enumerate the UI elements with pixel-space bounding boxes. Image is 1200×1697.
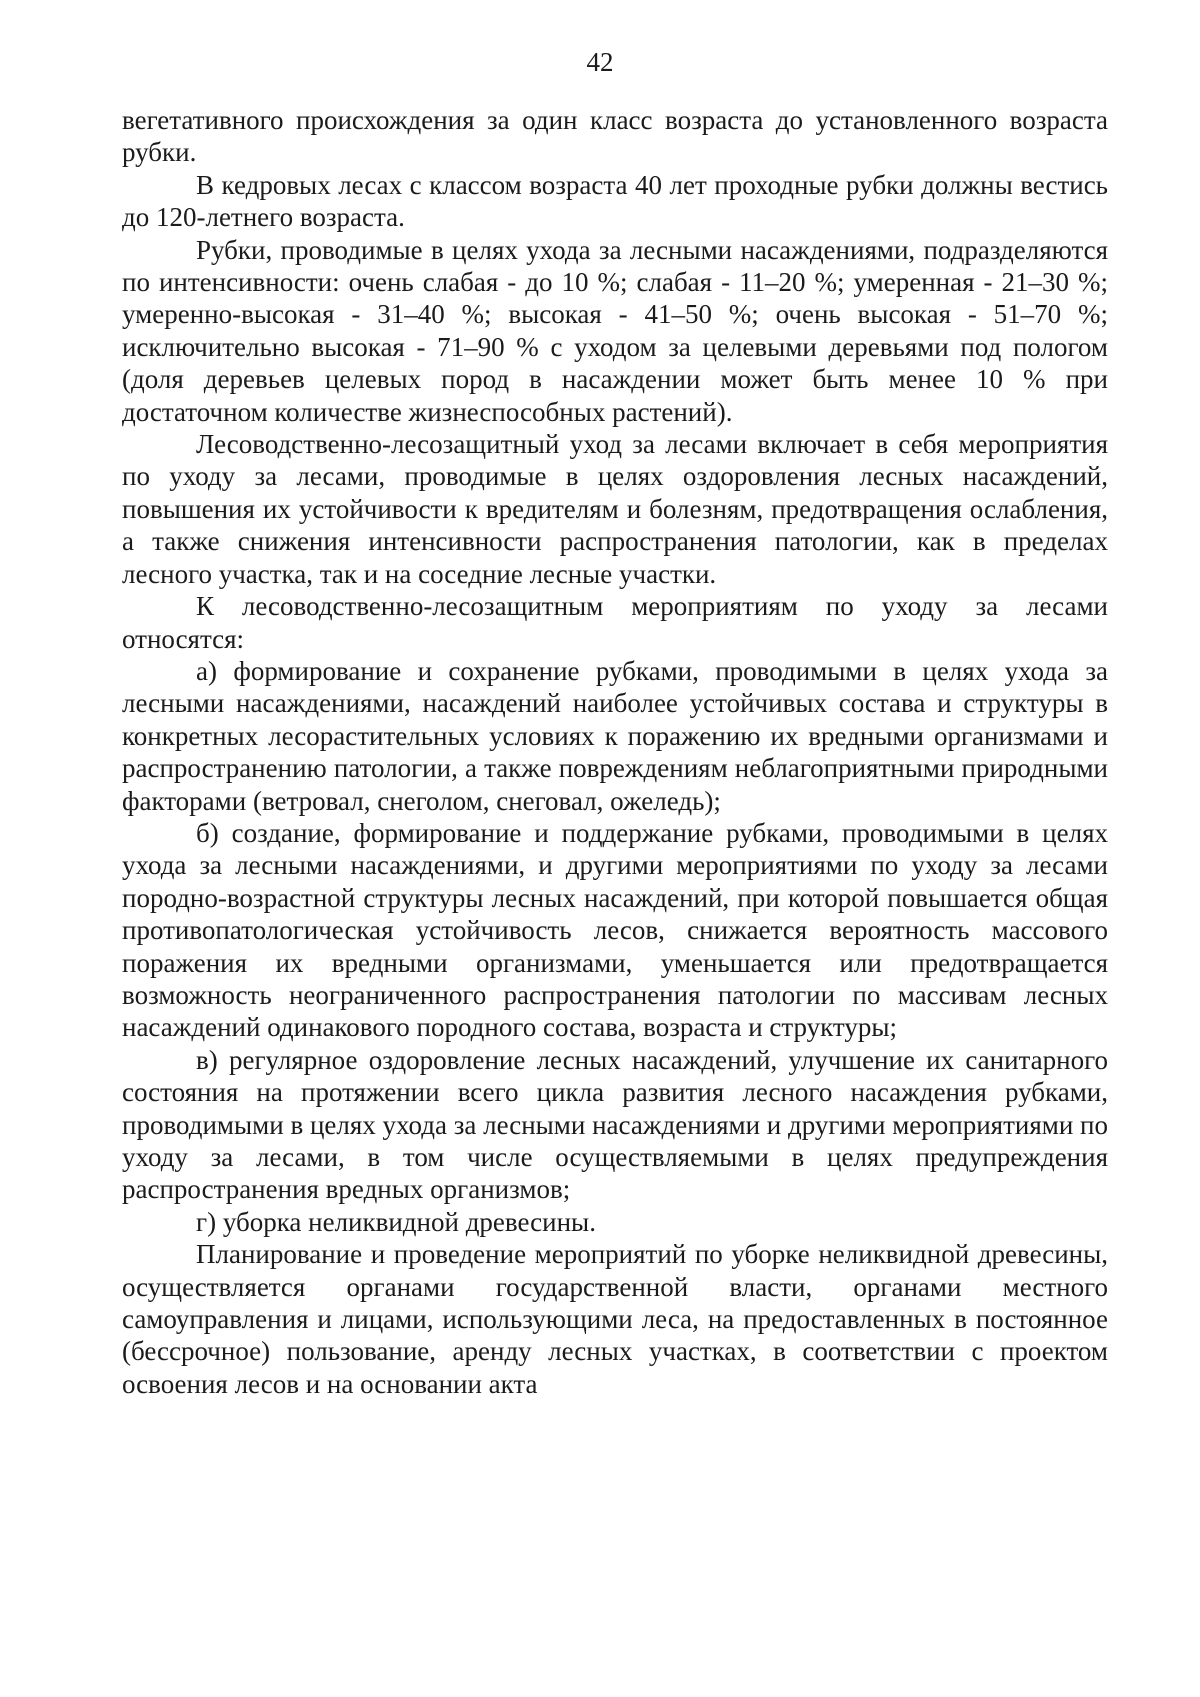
paragraph-forest-protection-care: Лесоводственно-лесозащитный уход за лесами включает в себя мероприятия по уходу за лесами, проводимые в целях оздоровления лесных насаждений, повышения их устойчивости к вредителям и болезням, предотвращения ослабления, а также снижения интенсивности распространения патологии, как в пределах лесного участка, так и на соседние лесные участки.	[122, 429, 1108, 589]
paragraph-cedar-forests: В кедровых лесах с классом возраста 40 лет проходные рубки должны вестись до 120-летнего возраста.	[122, 169, 1108, 233]
document-body	[122, 104, 1108, 1400]
paragraph-cutting-intensity: Рубки, проводимые в целях ухода за лесными насаждениями, подразделяются по интенсивности: очень слабая - до 10 %; слабая - 11–20 %; умеренная - 21–30 %; умеренно-высокая - 31–40 %; высокая - 41–50 %; очень высокая - 51–70 %; исключительно высокая - 71–90 % с уходом за целевыми деревьями под пологом (доля деревьев целевых пород в насаждении может быть менее 10 % при достаточном количестве жизнеспособных растений).	[122, 234, 1108, 427]
page-number: 42	[586, 47, 614, 77]
paragraph-measures-intro: К лесоводственно-лесозащитным мероприятиям по уходу за лесами относятся:	[122, 591, 1108, 654]
paragraph-planning: Планирование и проведение мероприятий по уборке неликвидной древесины, осуществляется органами государственной власти, органами местного самоуправления и лицами, использующими леса, на предоставленных в постоянное (бессрочное) пользование, аренду лесных участках, в соответствии с проектом освоения лесов и на основании акта	[122, 1239, 1108, 1399]
list-item-g: г) уборка неликвидной древесины.	[196, 1206, 596, 1237]
list-item-v: в) регулярное оздоровление лесных насаждений, улучшение их санитарного состояния на протяжении всего цикла развития лесного насаждения рубками, проводимыми в целях ухода за лесными насаждениями и другими мероприятиями по уходу за лесами, в том числе осуществляемыми в целях предупреждения распространения вредных организмов;	[122, 1044, 1108, 1205]
list-item-a: а) формирование и сохранение рубками, проводимыми в целях ухода за лесными насаждениями, насаждений наиболее устойчивых состава и структуры в конкретных лесорастительных условиях к поражению их вредными организмами и распространению патологии, а также повреждениям неблагоприятными природными факторами (ветровал, снеголом, снеговал, ожеледь);	[122, 655, 1108, 816]
paragraph-continuation: вегетативного происхождения за один класс возраста до установленного возраста рубки.	[122, 105, 1108, 168]
list-item-b: б) создание, формирование и поддержание рубками, проводимыми в целях ухода за лесными насаждениями, и другими мероприятиями по уходу за лесами породно-возрастной структуры лесных насаждений, при которой повышается общая противопатологическая устойчивость лесов, снижается вероятность массового поражения их вредными организмами, уменьшается или предотвращается возможность неограниченного распространения патологии по массивам лесных насаждений одинакового породного состава, возраста и структуры;	[122, 817, 1108, 1043]
